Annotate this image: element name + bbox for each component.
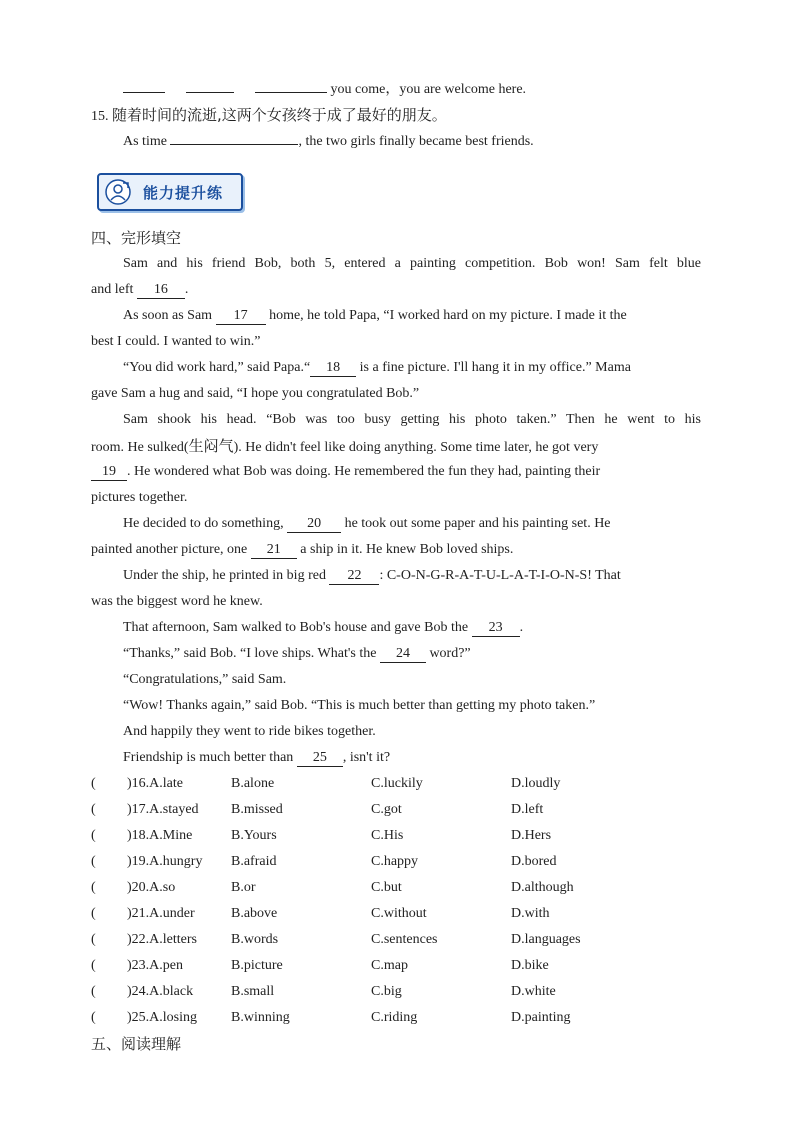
option-a[interactable]: A.so (149, 880, 176, 895)
option-a[interactable]: A.late (149, 776, 183, 791)
text: That afternoon, Sam walked to Bob's house and gave Bob the (123, 620, 469, 635)
q14-end-line (123, 76, 701, 103)
option-c[interactable]: C.happy (371, 854, 419, 869)
banner-label: 能力提升练 (143, 184, 224, 202)
option-question (91, 1005, 197, 1031)
option-a[interactable]: A.hungry (149, 854, 203, 869)
answer-paren[interactable]: ( (91, 1010, 96, 1025)
passage-line: pictures together. (91, 490, 188, 505)
q14-end-text: you come，you are welcome here. (330, 82, 527, 97)
section-five-title: 五、阅读理解 (91, 1035, 182, 1053)
text: is a fine picture. I'll hang it in my office.” Mama (359, 360, 631, 375)
option-d[interactable]: D.white (511, 984, 556, 999)
option-question (91, 953, 183, 979)
option-question (91, 979, 193, 1005)
option-b[interactable]: B.picture (231, 958, 283, 973)
blank-20[interactable]: 20 (287, 516, 341, 533)
passage-line: “Wow! Thanks again,” said Bob. “This is much better than getting my photo taken.” (123, 698, 596, 713)
passage-line (91, 277, 701, 303)
text: . He wondered what Bob was doing. He remembered the fun they had, painting their (127, 464, 601, 479)
option-a[interactable]: A.under (149, 906, 195, 921)
option-c[interactable]: C.but (371, 880, 402, 895)
passage-line: gave Sam a hug and said, “I hope you congratulated Bob.” (91, 386, 420, 401)
chinese-gloss: 生闷气 (188, 437, 234, 455)
q15-english-line (123, 128, 701, 155)
answer-paren[interactable]: ( (91, 932, 96, 947)
option-a[interactable]: A.losing (149, 1010, 198, 1025)
passage-line (123, 355, 701, 381)
answer-paren[interactable]: ( (91, 854, 96, 869)
passage-line: “Congratulations,” said Sam. (123, 672, 287, 687)
option-b[interactable]: B.words (231, 932, 279, 947)
answer-paren[interactable]: ( (91, 880, 96, 895)
text: “Thanks,” said Bob. “I love ships. What's the (123, 646, 377, 661)
question-number: )21. (127, 906, 150, 921)
question-number: 15. (91, 109, 109, 124)
answer-paren[interactable]: ( (91, 958, 96, 973)
option-a[interactable]: A.pen (149, 958, 183, 973)
answer-blank[interactable] (170, 128, 298, 145)
blank-25[interactable]: 25 (297, 750, 343, 767)
q15-chinese-line (91, 102, 701, 130)
q15-english-start: As time (123, 134, 167, 149)
passage-line (123, 303, 701, 329)
option-a[interactable]: A.Mine (149, 828, 193, 843)
option-b[interactable]: B.winning (231, 1010, 290, 1025)
option-d[interactable]: D.languages (511, 932, 581, 947)
question-number: )25. (127, 1010, 150, 1025)
blank-16[interactable]: 16 (137, 282, 185, 299)
option-b[interactable]: B.or (231, 880, 256, 895)
answer-paren[interactable]: ( (91, 984, 96, 999)
option-d[interactable]: D.Hers (511, 828, 552, 843)
option-b[interactable]: B.alone (231, 776, 275, 791)
option-c[interactable]: C.map (371, 958, 408, 973)
answer-blank[interactable] (123, 76, 165, 93)
option-b[interactable]: B.above (231, 906, 278, 921)
text: he took out some paper and his painting set. He (344, 516, 611, 531)
option-c[interactable]: C.without (371, 906, 427, 921)
answer-paren[interactable]: ( (91, 802, 96, 817)
option-d[interactable]: D.bored (511, 854, 557, 869)
option-d[interactable]: D.with (511, 906, 550, 921)
option-question (91, 823, 192, 849)
passage-line: Sam shook his head. “Bob was too busy getting his photo taken.” Then he went to his (123, 412, 701, 427)
option-c[interactable]: C.riding (371, 1010, 418, 1025)
option-question (91, 849, 202, 875)
option-question (91, 771, 183, 797)
section-four-title: 四、完形填空 (91, 229, 182, 247)
passage-line (91, 433, 701, 461)
answer-blank[interactable] (255, 76, 327, 93)
option-a[interactable]: A.letters (149, 932, 197, 947)
q15-english-end: , the two girls finally became best friends. (298, 134, 534, 149)
option-question (91, 927, 197, 953)
question-number: )19. (127, 854, 150, 869)
option-d[interactable]: D.loudly (511, 776, 561, 791)
passage-line (123, 511, 701, 537)
option-c[interactable]: C.sentences (371, 932, 438, 947)
text: “You did work hard,” said Papa.“ (123, 360, 311, 375)
question-number: )18. (127, 828, 150, 843)
option-c[interactable]: C.luckily (371, 776, 423, 791)
option-a[interactable]: A.black (149, 984, 194, 999)
text: ). He didn't feel like doing anything. Some time later, he got very (233, 440, 599, 455)
option-d[interactable]: D.although (511, 880, 574, 895)
option-a[interactable]: A.stayed (149, 802, 199, 817)
option-d[interactable]: D.painting (511, 1010, 571, 1025)
blank-23[interactable]: 23 (472, 620, 520, 637)
text: a ship in it. He knew Bob loved ships. (300, 542, 514, 557)
text: He decided to do something, (123, 516, 284, 531)
question-number: )16. (127, 776, 150, 791)
passage-line: best I could. I wanted to win.” (91, 334, 261, 349)
option-d[interactable]: D.bike (511, 958, 549, 973)
text: , isn't it? (342, 750, 391, 765)
passage-line (123, 745, 701, 771)
blank-22[interactable]: 22 (329, 568, 379, 585)
text: word?” (429, 646, 471, 661)
passage-line (123, 563, 701, 589)
person-arrow-icon (105, 179, 131, 205)
passage-line: was the biggest word he knew. (91, 594, 263, 609)
passage-line: Sam and his friend Bob, both 5, entered a painting competition. Bob won! Sam felt blue (123, 256, 701, 271)
q15-chinese: 随着时间的流逝,这两个女孩终于成了最好的朋友。 (112, 106, 447, 124)
text: room. He sulked( (91, 440, 189, 455)
text: painted another picture, one (91, 542, 248, 557)
answer-paren[interactable]: ( (91, 828, 96, 843)
question-number: )20. (127, 880, 150, 895)
option-d[interactable]: D.left (511, 802, 544, 817)
text: home, he told Papa, “I worked hard on my picture. I made it the (269, 308, 627, 323)
passage-line: And happily they went to ride bikes together. (123, 724, 376, 739)
passage-line (123, 615, 701, 641)
option-c[interactable]: C.His (371, 828, 404, 843)
option-b[interactable]: B.Yours (231, 828, 277, 843)
blank-24[interactable]: 24 (380, 646, 426, 663)
text: : C-O-N-G-R-A-T-U-L-A-T-I-O-N-S! That (379, 568, 621, 583)
blank-19[interactable]: 19 (91, 464, 127, 481)
text: Friendship is much better than (123, 750, 294, 765)
option-c[interactable]: C.big (371, 984, 402, 999)
passage-line (91, 459, 701, 485)
blank-21[interactable]: 21 (251, 542, 297, 559)
answer-blank[interactable] (186, 76, 234, 93)
option-b[interactable]: B.small (231, 984, 275, 999)
question-number: )17. (127, 802, 150, 817)
blank-18[interactable]: 18 (310, 360, 356, 377)
blank-17[interactable]: 17 (216, 308, 266, 325)
question-number: )22. (127, 932, 150, 947)
question-number: )24. (127, 984, 150, 999)
answer-paren[interactable]: ( (91, 776, 96, 791)
text: . (519, 620, 524, 635)
text: . (184, 282, 189, 297)
option-b[interactable]: B.afraid (231, 854, 277, 869)
passage-line (91, 537, 701, 563)
text: As soon as Sam (123, 308, 213, 323)
passage-line (123, 641, 701, 667)
answer-paren[interactable]: ( (91, 906, 96, 921)
option-question (91, 875, 175, 901)
option-b[interactable]: B.missed (231, 802, 283, 817)
text: Under the ship, he printed in big red (123, 568, 326, 583)
question-number: )23. (127, 958, 150, 973)
ability-practice-banner (97, 173, 243, 211)
text: and left (91, 282, 134, 297)
option-question (91, 797, 199, 823)
option-question (91, 901, 195, 927)
option-c[interactable]: C.got (371, 802, 402, 817)
